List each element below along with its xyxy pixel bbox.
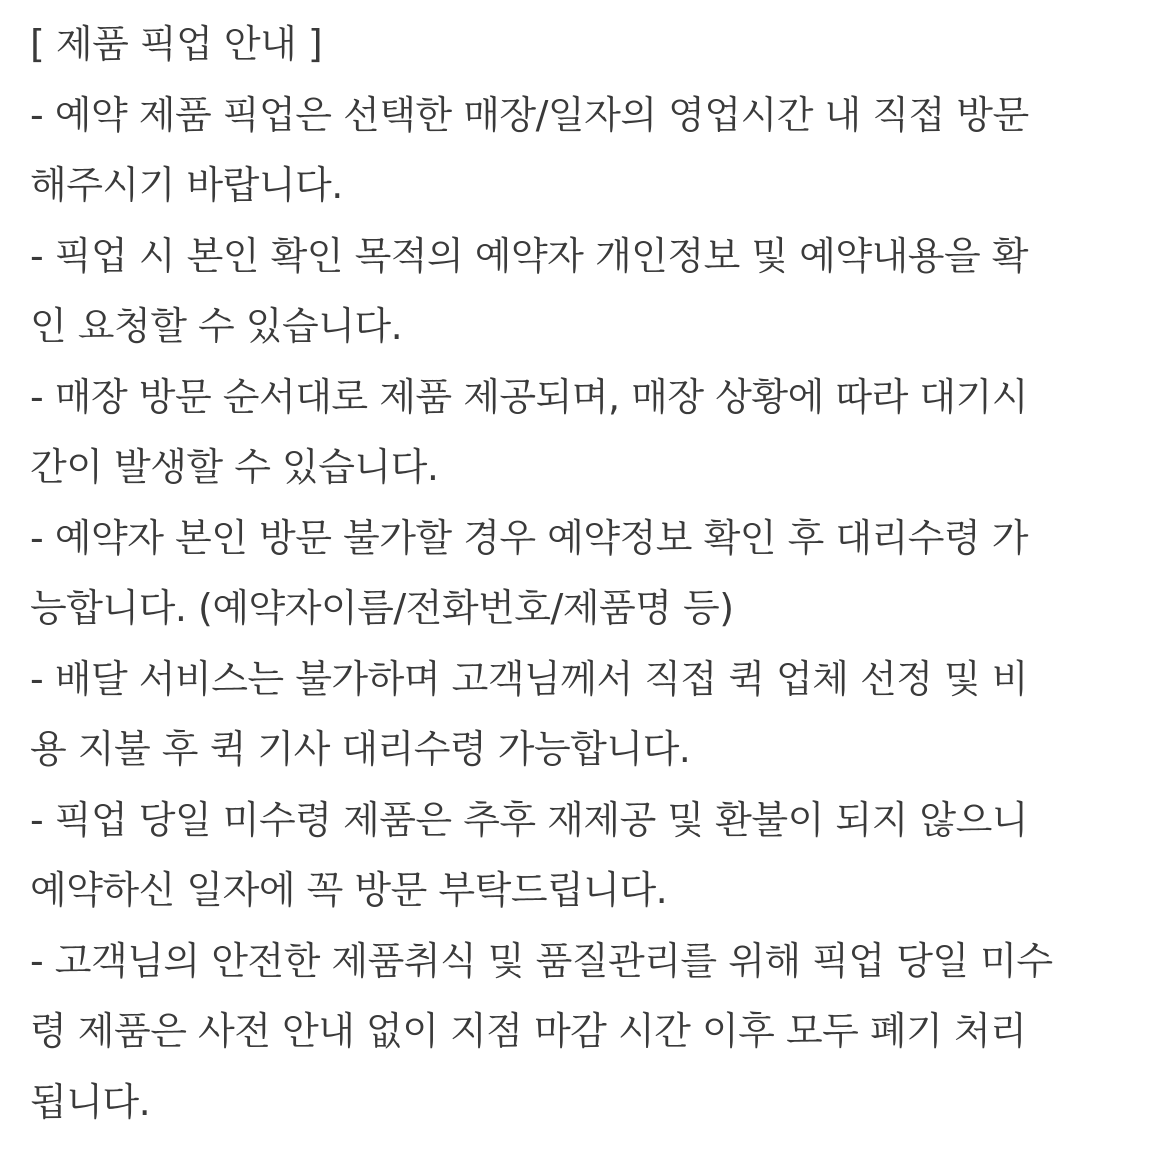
notice-line: 간이 발생할 수 있습니다.: [30, 445, 439, 489]
pickup-notice: [30, 9, 1145, 1137]
notice-line: - 예약자 본인 방문 불가할 경우 예약정보 확인 후 대리수령 가: [30, 515, 1028, 560]
notice-line: 능합니다. (예약자이름/전화번호/제품명 등): [30, 586, 734, 630]
notice-line: 예약하신 일자에 꼭 방문 부탁드립니다.: [30, 868, 668, 912]
notice-line: - 픽업 당일 미수령 제품은 추후 재제공 및 환불이 되지 않으니: [30, 797, 1028, 842]
notice-line: - 픽업 시 본인 확인 목적의 예약자 개인정보 및 예약내용을 확: [30, 233, 1028, 278]
notice-line: 됩니다.: [30, 1079, 151, 1124]
notice-line: - 예약 제품 픽업은 선택한 매장/일자의 영업시간 내 직접 방문: [30, 92, 1029, 137]
notice-title: [ 제품 픽업 안내 ]: [30, 22, 323, 66]
notice-line: - 매장 방문 순서대로 제품 제공되며, 매장 상황에 따라 대기시: [30, 374, 1028, 419]
notice-line: 인 요청할 수 있습니다.: [30, 304, 403, 348]
notice-line: - 고객님의 안전한 제품취식 및 품질관리를 위해 픽업 당일 미수: [30, 938, 1053, 983]
notice-line: 용 지불 후 퀵 기사 대리수령 가능합니다.: [30, 727, 691, 771]
notice-line: 령 제품은 사전 안내 없이 지점 마감 시간 이후 모두 폐기 처리: [30, 1009, 1027, 1053]
notice-line: 해주시기 바랍니다.: [30, 163, 343, 207]
notice-line: - 배달 서비스는 불가하며 고객님께서 직접 퀵 업체 선정 및 비: [30, 656, 1028, 701]
